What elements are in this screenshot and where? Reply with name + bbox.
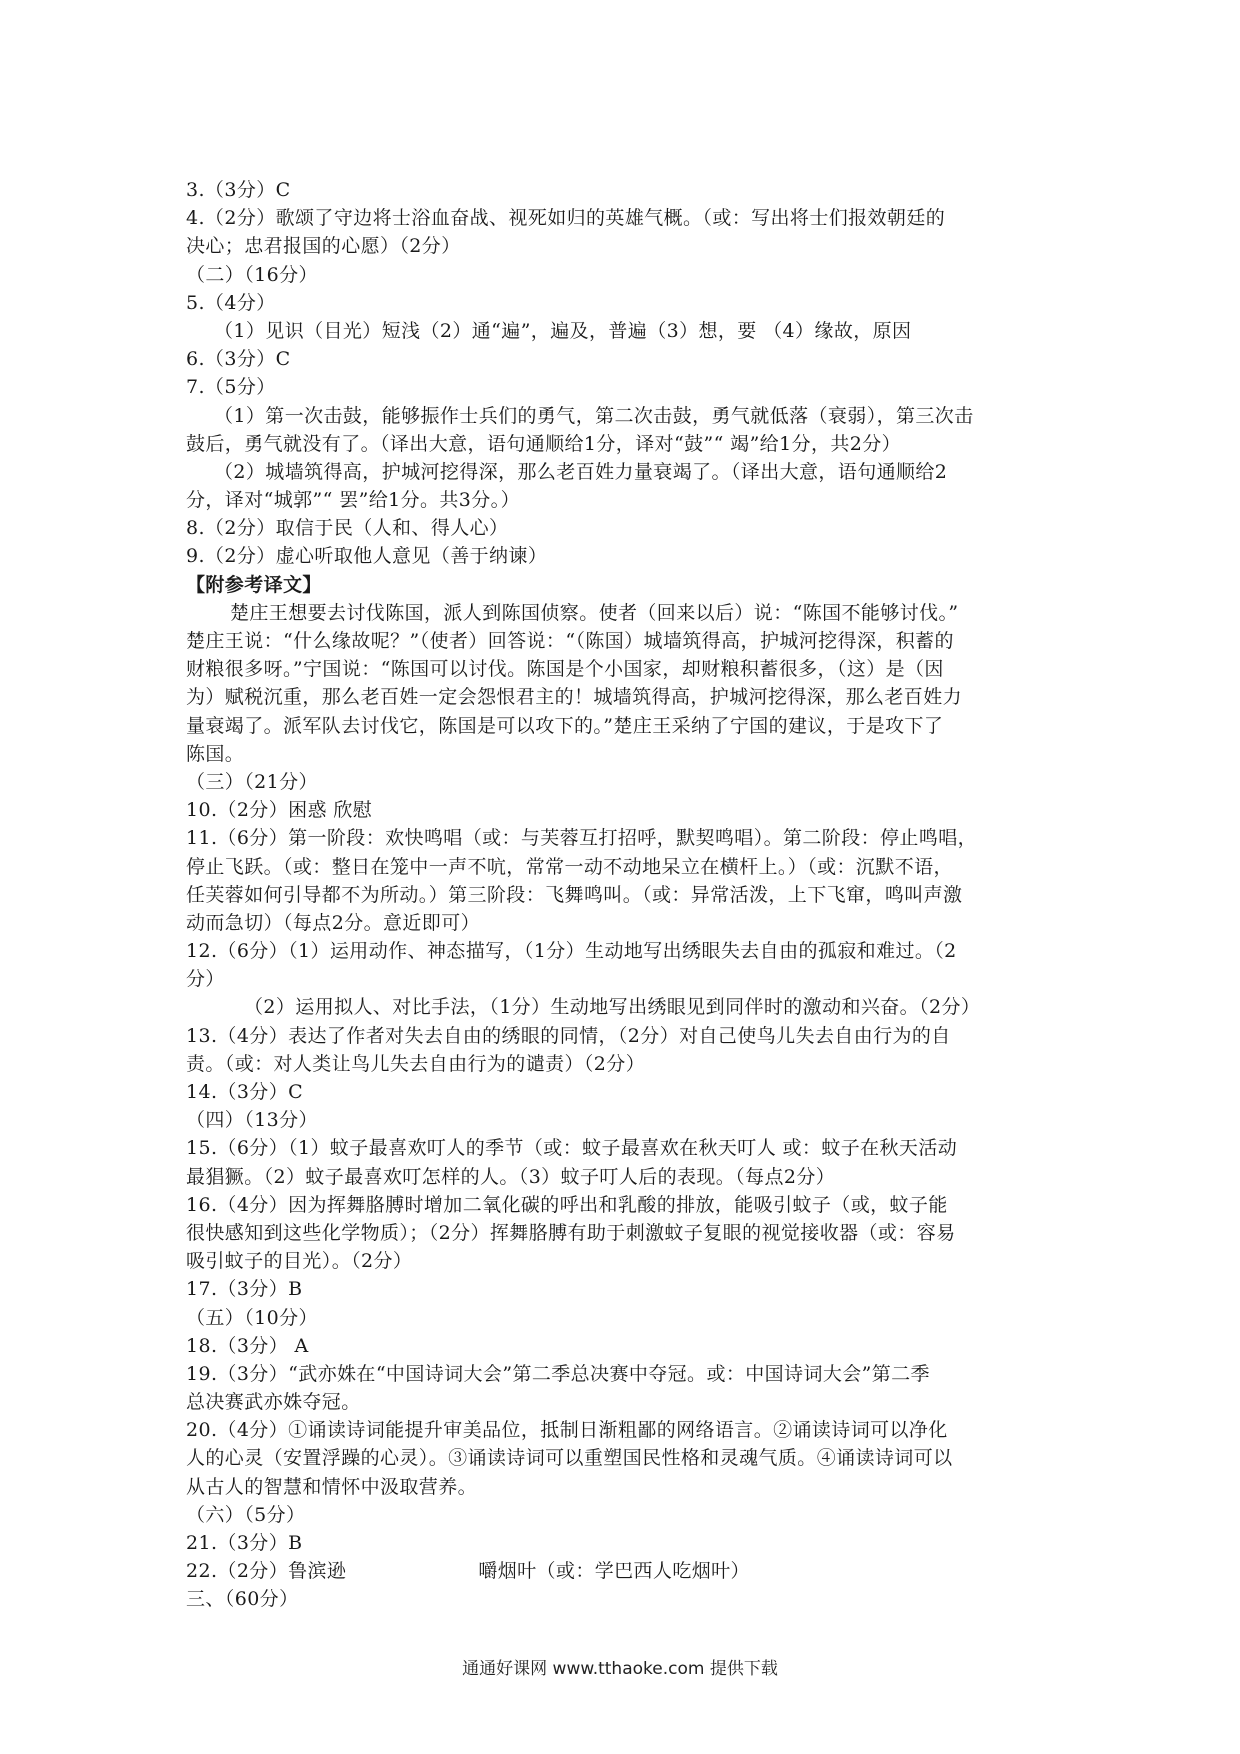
text-line: 任芙蓉如何引导都不为所动。）第三阶段：飞舞鸣叫。（或：异常活泼，上下飞窜，鸣叫声激: [186, 883, 963, 906]
text-line: 动而急切）（每点2分。意近即可）: [186, 911, 480, 934]
text-line: 11.（6分）第一阶段：欢快鸣唱（或：与芙蓉互打招呼，默契鸣唱）。第二阶段：停止鸣唱，: [186, 827, 978, 850]
text-line: 为）赋税沉重，那么老百姓一定会怨恨君主的！城墙筑得高，护城河挖得深，那么老百姓力: [186, 686, 963, 709]
section-heading: （五）（10分）: [186, 1306, 318, 1329]
text-line: 鼓后，勇气就没有了。（译出大意，语句通顺给1分，译对“鼓”“ 竭”给1分，共2分）: [186, 432, 902, 455]
text-line: 9.（2分）虚心听取他人意见（善于纳谏）: [186, 545, 548, 568]
text-line: 陈国。: [186, 742, 245, 765]
text-line: 总决赛武亦姝夺冠。: [186, 1391, 361, 1414]
text-line: 分）: [186, 968, 225, 991]
text-line: 从古人的智慧和情怀中汲取营养。: [186, 1475, 478, 1498]
text-line: 12.（6分）（1）运用动作、神态描写，（1分）生动地写出绣眼失去自由的孤寂和难过。（2: [186, 940, 957, 963]
text-line: 财粮很多呀。”宁国说：“陈国可以讨伐。陈国是个小国家，却财粮积蓄很多，（这）是（因: [186, 658, 944, 681]
text-line: 很快感知到这些化学物质）；（2分）挥舞胳膊有助于刺激蚊子复眼的视觉接收器（或：容易: [186, 1221, 956, 1244]
text-line: 16.（4分）因为挥舞胳膊时增加二氧化碳的呼出和乳酸的排放，能吸引蚊子（或，蚊子能: [186, 1193, 948, 1216]
text-line: 13.（4分）表达了作者对失去自由的绣眼的同情，（2分）对自己使鸟儿失去自由行为的自: [186, 1024, 951, 1047]
text-line: 17.（3分）B: [186, 1278, 303, 1301]
section-heading: （二）（16分）: [186, 263, 318, 286]
text-line: 21.（3分）B: [186, 1532, 303, 1554]
text-line: 停止飞跃。（或：整日在笼中一声不吭，常常一动不动地呆立在横杆上。）（或：沉默不语，: [186, 855, 953, 878]
answer-part-b: 嚼烟叶（或：学巴西人吃烟叶）: [478, 1560, 750, 1583]
text-line: 楚庄王说：“什么缘故呢？”（使者）回答说：“（陈国）城墙筑得高，护城河挖得深，积蓄的: [186, 630, 954, 652]
section-heading: 三、（60分）: [186, 1588, 299, 1611]
text-line: 量衰竭了。派军队去讨伐它，陈国是可以攻下的。”楚庄王采纳了宁国的建议，于是攻下了: [186, 714, 944, 737]
text-line: 7.（5分）: [186, 376, 276, 399]
text-line: 18.（3分） A: [186, 1334, 309, 1357]
text-line: 8.（2分）取信于民（人和、得人心）: [186, 517, 509, 540]
text-line: 3.（3分）C: [186, 179, 291, 201]
text-line: 分，译对“城郭”“ 罢”给1分。共3分。）: [186, 489, 520, 512]
text-line: 10.（2分）困惑 欣慰: [186, 799, 373, 822]
answer-part-a: 22.（2分）鲁滨逊: [186, 1560, 347, 1583]
text-line: 人的心灵（安置浮躁的心灵）。③诵读诗词可以重塑国民性格和灵魂气质。④诵读诗词可以: [186, 1447, 953, 1470]
section-heading: （四）（13分）: [186, 1109, 318, 1132]
text-line: （1）见识（目光）短浅（2）通“遍”，遍及，普遍（3）想，要 （4）缘故，原因: [214, 319, 912, 342]
text-line: 吸引蚊子的目光）。（2分）: [186, 1250, 413, 1273]
text-line: 决心；忠君报国的心愿）（2分）: [186, 235, 461, 258]
text-line: （2）运用拟人、对比手法，（1分）生动地写出绣眼见到同伴时的激动和兴奋。（2分）: [244, 996, 981, 1019]
text-line: 15.（6分）（1）蚊子最喜欢叮人的季节（或：蚊子最喜欢在秋天叮人 或：蚊子在秋天活动: [186, 1137, 958, 1160]
text-line: 19.（3分）“武亦姝在“中国诗词大会”第二季总决赛中夺冠。或：中国诗词大会”第二季: [186, 1362, 930, 1385]
section-heading: （六）（5分）: [186, 1503, 306, 1526]
text-line: 4.（2分）歌颂了守边将士浴血奋战、视死如归的英雄气概。（或：写出将士们报效朝廷的: [186, 207, 946, 230]
answer-key-content: [186, 176, 1066, 1614]
text-line: （2）城墙筑得高，护城河挖得深，那么老百姓力量衰竭了。（译出大意，语句通顺给2: [214, 460, 948, 483]
text-line: 20.（4分）①诵读诗词能提升审美品位，抵制日渐粗鄙的网络语言。②诵读诗词可以净化: [186, 1419, 948, 1442]
text-line: 14.（3分）C: [186, 1081, 304, 1103]
section-heading: （三）（21分）: [186, 770, 318, 793]
text-line: （1）第一次击鼓，能够振作士兵们的勇气，第二次击鼓，勇气就低落（衰弱），第三次击: [214, 404, 974, 427]
text-line: 责。（或：对人类让鸟儿失去自由行为的谴责）（2分）: [186, 1052, 646, 1075]
translation-heading: 【附参考译文】: [186, 573, 322, 596]
text-line: [186, 1557, 1066, 1585]
text-line: 6.（3分）C: [186, 348, 291, 371]
text-line: 5.（4分）: [186, 291, 276, 314]
text-line: 楚庄王想要去讨伐陈国，派人到陈国侦察。使者（回来以后）说：“陈国不能够讨伐。”: [230, 601, 959, 624]
footer-watermark: 通通好课网 www.tthaoke.com 提供下载: [462, 1659, 778, 1679]
text-line: 最猖獗。（2）蚊子最喜欢叮怎样的人。（3）蚊子叮人后的表现。（每点2分）: [186, 1165, 836, 1188]
